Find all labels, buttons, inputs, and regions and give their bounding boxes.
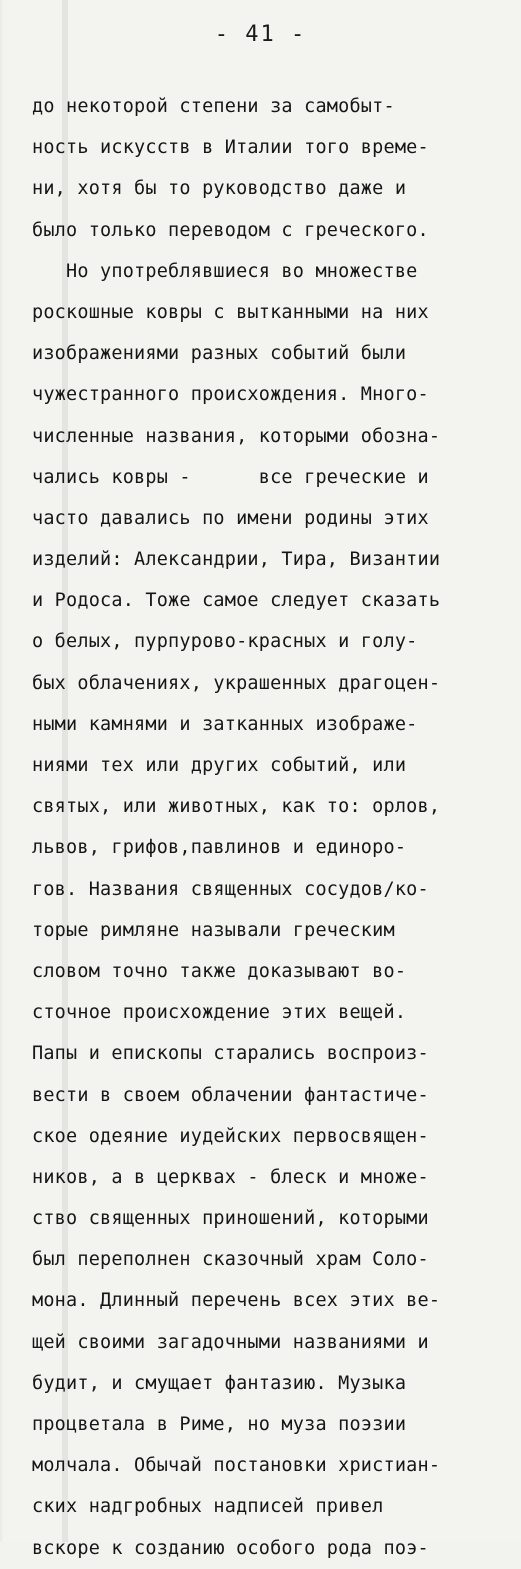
text-line: чужестранного происхождения. Много- [32,384,429,406]
text-line: ни, хотя бы то руководство даже и [32,178,407,200]
text-line: сточное происхождение этих вещей. [32,1002,407,1024]
text-line: ность искусств в Италии того време- [32,137,429,159]
text-line: ными камнями и затканных изображе- [32,713,418,735]
text-line: львов, грифов,павлинов и единоро- [32,837,407,859]
text-line: о белых, пурпурово-красных и голу- [32,631,418,653]
text-line: бых облачениях, украшенных драгоцен- [32,672,441,694]
text-line: святых, или животных, как то: орлов, [32,796,441,818]
text-line: ников, а в церквах - блеск и множе- [32,1166,429,1188]
text-line: изображениями разных событий были [32,343,407,365]
text-line: роскошные ковры с вытканными на них [32,301,429,323]
text-line: ство священных приношений, которыми [32,1208,429,1230]
text-line: Но употреблявшиеся во множестве [32,260,418,282]
text-line: процветала в Риме, но муза поэзии [32,1414,407,1435]
text-line: ниями тех или других событий, или [32,755,407,776]
text-line: до некоторой степени за самобыт- [32,96,395,117]
text-line: ских надгробных надписей привел [32,1496,384,1518]
text-line: словом точно также доказывают во- [32,960,407,982]
text-line: щей своими загадочными названиями и [32,1331,429,1353]
text-line: численные названия, которыми обозна- [32,425,441,447]
text-line: ское одеяние иудейских первосвящен- [32,1125,429,1147]
text-line: гов. Названия священных сосудов/ко- [32,878,429,900]
text-line: мона. Длинный перечень всех этих ве- [32,1290,441,1312]
text-line: молчала. Обычай постановки христиан- [32,1455,441,1477]
page-number: - 41 - [214,22,307,47]
text-line: вскоре к созданию особого рода поэ- [32,1537,429,1559]
text-line: изделий: Александрии, Тира, Византии [32,549,441,571]
text-line: вести в своем облачении фантастиче- [32,1084,429,1106]
text-line: торые римляне называли греческим [32,919,395,941]
text-line: часто давались по имени родины этих [32,507,429,529]
text-line: Папы и епископы старались воспроиз- [32,1043,429,1065]
text-line: будит, и смущает фантазию. Музыка [32,1372,407,1394]
text-line: и Родоса. Тоже самое следует сказать [32,590,441,612]
text-line: было только переводом с греческого. [32,219,429,241]
body-text [32,86,510,1569]
text-line: был переполнен сказочный храм Соло- [32,1249,429,1271]
text-line: чались ковры - все греческие и [32,466,429,488]
